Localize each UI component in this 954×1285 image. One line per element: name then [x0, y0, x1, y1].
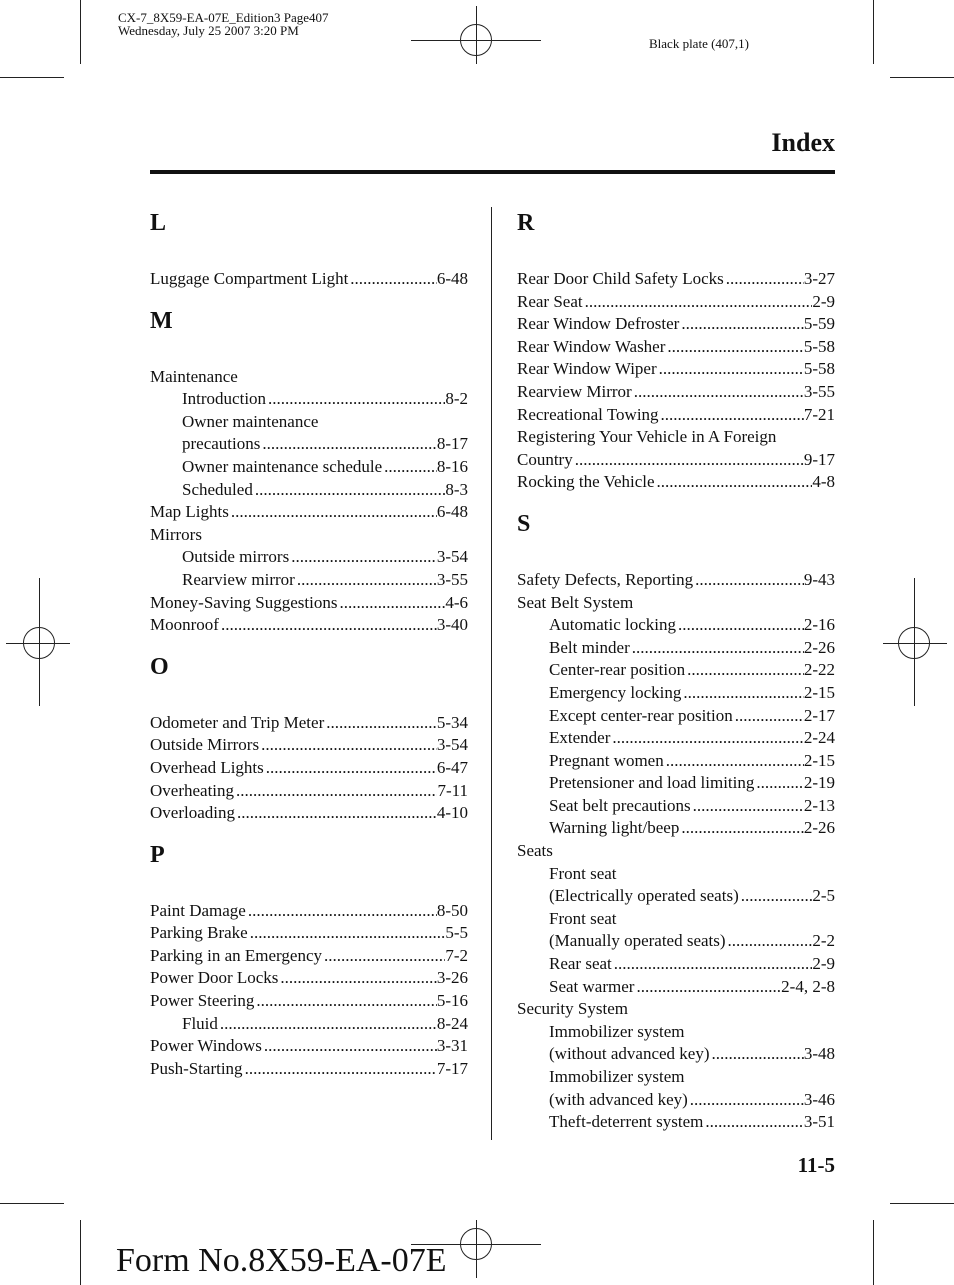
- entry-page-ref: 5-5: [445, 923, 468, 943]
- column-divider: [491, 207, 492, 1140]
- entry-text: Rear Door Child Safety Locks: [517, 269, 724, 288]
- entry-page-ref: 6-48: [436, 502, 468, 522]
- entry-text: (Electrically operated seats): [549, 886, 739, 906]
- entry-text: Moonroof: [150, 615, 219, 635]
- entry-page-ref: 2-9: [812, 954, 835, 974]
- dot-leader: [278, 967, 436, 990]
- index-entry: [150, 757, 468, 780]
- dot-leader: [688, 1089, 804, 1112]
- dot-leader: [573, 449, 804, 472]
- dot-leader: [676, 614, 804, 637]
- entry-text: Immobilizer system: [549, 1021, 685, 1041]
- index-subentry: [517, 885, 835, 908]
- entry-text: precautions: [182, 434, 261, 454]
- entry-page-ref: 8-24: [436, 1013, 468, 1033]
- index-entry: [150, 945, 468, 968]
- entry-page-ref: 5-59: [803, 314, 835, 334]
- entry-text: Rocking the Vehicle: [517, 472, 655, 492]
- entry-text: Country: [517, 449, 573, 469]
- dot-leader: [218, 1013, 437, 1036]
- entry-text: Owner maintenance schedule: [182, 456, 383, 476]
- dot-leader: [681, 682, 803, 705]
- index-entry: [150, 712, 468, 735]
- entry-page-ref: 5-16: [436, 991, 468, 1011]
- dot-leader: [679, 313, 803, 336]
- index-entry: [517, 998, 835, 1021]
- page-number: 11-5: [797, 1153, 835, 1177]
- index-subentry: [517, 705, 835, 728]
- dot-leader: [248, 922, 446, 945]
- form-number: Form No.8X59-EA-07E: [116, 1242, 447, 1279]
- entry-text: Power Door Locks: [150, 968, 279, 988]
- index-subentry: [150, 546, 468, 569]
- index-entry: [150, 922, 468, 945]
- index-entry: [150, 967, 468, 990]
- entry-text: Money-Saving Suggestions: [150, 592, 338, 612]
- slug-plate: Black plate (407,1): [649, 36, 749, 51]
- dot-leader: [262, 1035, 437, 1058]
- entry-page-ref: 5-34: [436, 712, 468, 732]
- index-entry: [517, 381, 835, 404]
- entry-page-ref: 3-54: [436, 547, 468, 567]
- dot-leader: [733, 705, 804, 728]
- entry-text: Rear Seat: [517, 291, 583, 311]
- entry-page-ref: 2-15: [803, 682, 835, 702]
- slug-timestamp: Wednesday, July 25 2007 3:20 PM: [118, 23, 299, 38]
- entry-page-ref: 8-2: [445, 389, 468, 409]
- index-entry: [517, 471, 835, 494]
- entry-text: Push-Starting: [150, 1058, 243, 1078]
- dot-leader: [693, 569, 804, 592]
- dot-leader: [234, 780, 437, 803]
- index-entry: [517, 268, 835, 291]
- entry-text: Rearview Mirror: [517, 381, 632, 401]
- entry-page-ref: 9-17: [803, 449, 835, 469]
- index-subentry: [517, 637, 835, 660]
- entry-page-ref: 2-9: [812, 291, 835, 311]
- index-subentry: [517, 727, 835, 750]
- slug-file-name: CX-7_8X59-EA-07E_Edition3 Page407: [118, 10, 329, 25]
- dot-leader: [724, 268, 804, 291]
- entry-text: Rear Window Wiper: [517, 359, 657, 379]
- index-entry: [150, 900, 468, 923]
- entry-text: Safety Defects, Reporting: [517, 569, 694, 589]
- entry-text: Immobilizer system: [549, 1067, 685, 1086]
- index-subentry: [150, 388, 468, 411]
- index-subentry: [517, 817, 835, 840]
- dot-leader: [703, 1111, 803, 1134]
- entry-text: Security System: [517, 999, 628, 1019]
- index-subentry: [150, 456, 468, 479]
- entry-page-ref: 4-10: [436, 803, 468, 823]
- entry-page-ref: 2-17: [803, 705, 835, 725]
- entry-text: Odometer and Trip Meter: [150, 712, 325, 732]
- index-subentry: [150, 479, 468, 502]
- index-entry: [517, 840, 835, 863]
- index-entry: [517, 592, 835, 615]
- entry-page-ref: 6-48: [436, 269, 468, 288]
- page-title: Index: [771, 128, 835, 157]
- index-entry: [150, 501, 468, 524]
- entry-text: Paint Damage: [150, 900, 246, 920]
- dot-leader: [322, 945, 445, 968]
- index-subentry: [517, 1043, 835, 1066]
- entry-page-ref: 2-15: [803, 750, 835, 770]
- entry-page-ref: 3-40: [436, 615, 468, 635]
- section-letter: S: [517, 510, 531, 537]
- index-subentry: [517, 682, 835, 705]
- entry-text: Seat warmer: [549, 976, 635, 996]
- entry-text: Overhead Lights: [150, 757, 264, 777]
- index-entry: [517, 449, 835, 472]
- entry-text: Front seat: [549, 908, 617, 928]
- index-entry: [150, 366, 468, 389]
- dot-leader: [243, 1058, 437, 1081]
- entry-text: Rearview mirror: [182, 569, 295, 589]
- index-subentry: [150, 411, 468, 434]
- entry-text: (with advanced key): [549, 1089, 688, 1109]
- index-subentry: [517, 1111, 835, 1134]
- dot-leader: [710, 1043, 804, 1066]
- index-subentry: [517, 863, 835, 886]
- index-subentry: [517, 795, 835, 818]
- entry-page-ref: 3-26: [436, 968, 468, 988]
- dot-leader: [612, 953, 813, 976]
- entry-text: Map Lights: [150, 502, 229, 522]
- dot-leader: [253, 479, 446, 502]
- dot-leader: [691, 795, 804, 818]
- entry-page-ref: 7-21: [803, 404, 835, 424]
- section-letter: P: [150, 841, 165, 868]
- entry-page-ref: 3-31: [436, 1036, 468, 1056]
- entry-text: Power Windows: [150, 1036, 262, 1056]
- index-subentry: [517, 976, 835, 999]
- dot-leader: [630, 637, 804, 660]
- dot-leader: [259, 734, 437, 757]
- entry-page-ref: 7-11: [437, 780, 468, 800]
- entry-text: Registering Your Vehicle in A Foreign: [517, 427, 777, 447]
- entry-text: (without advanced key): [549, 1044, 710, 1064]
- entry-page-ref: 8-16: [436, 456, 468, 476]
- dot-leader: [739, 885, 813, 908]
- index-subentry: [150, 569, 468, 592]
- index-column-left: [150, 206, 468, 1080]
- dot-leader: [679, 817, 803, 840]
- dot-leader: [260, 433, 436, 456]
- entry-text: Seat belt precautions: [549, 795, 691, 815]
- entry-text: Power Steering: [150, 991, 255, 1011]
- entry-page-ref: 5-58: [803, 336, 835, 356]
- entry-text: Scheduled: [182, 479, 253, 499]
- entry-text: Emergency locking: [549, 682, 682, 702]
- dot-leader: [337, 592, 445, 615]
- index-subentry: [517, 1066, 835, 1089]
- index-entry: [150, 592, 468, 615]
- index-subentry: [150, 1013, 468, 1036]
- entry-text: Belt minder: [549, 637, 630, 657]
- index-entry: [517, 358, 835, 381]
- entry-text: Outside mirrors: [182, 547, 290, 567]
- entry-text: Recreational Towing: [517, 404, 659, 424]
- entry-page-ref: 5-58: [803, 359, 835, 379]
- entry-text: Parking in an Emergency: [150, 945, 323, 965]
- dot-leader: [634, 976, 781, 999]
- index-entry: [517, 313, 835, 336]
- section-letter: M: [150, 307, 173, 334]
- entry-page-ref: 4-6: [445, 592, 468, 612]
- entry-text: Rear Window Defroster: [517, 314, 680, 334]
- entry-text: Introduction: [182, 389, 267, 409]
- index-subentry: [517, 908, 835, 931]
- entry-page-ref: 2-19: [803, 773, 835, 793]
- index-subentry: [517, 772, 835, 795]
- entry-page-ref: 3-51: [803, 1112, 835, 1132]
- index-subentry: [517, 930, 835, 953]
- dot-leader: [266, 388, 445, 411]
- entry-page-ref: 2-2: [812, 931, 835, 951]
- dot-leader: [655, 471, 813, 494]
- dot-leader: [610, 727, 803, 750]
- entry-text: Warning light/beep: [549, 818, 680, 838]
- index-subentry: [517, 614, 835, 637]
- entry-text: Overloading: [150, 803, 235, 823]
- index-column-right: [517, 206, 835, 1134]
- entry-text: Maintenance: [150, 366, 238, 386]
- dot-leader: [324, 712, 437, 735]
- dot-leader: [382, 456, 437, 479]
- index-subentry: [150, 433, 468, 456]
- dot-leader: [348, 268, 437, 291]
- entry-page-ref: 2-24: [803, 728, 835, 748]
- index-entry: [150, 1035, 468, 1058]
- entry-text: Except center-rear position: [549, 705, 733, 725]
- dot-leader: [685, 659, 804, 682]
- entry-page-ref: 3-27: [803, 269, 835, 288]
- entry-text: Pretensioner and load limiting: [549, 773, 755, 793]
- dot-leader: [583, 291, 813, 314]
- entry-text: Automatic locking: [549, 615, 677, 635]
- entry-text: Parking Brake: [150, 923, 248, 943]
- entry-page-ref: 2-4, 2-8: [781, 976, 835, 996]
- entry-page-ref: 7-2: [445, 945, 468, 965]
- entry-text: Owner maintenance: [182, 411, 319, 431]
- entry-text: Front seat: [549, 863, 617, 883]
- title-rule: [150, 170, 835, 174]
- index-entry: [150, 734, 468, 757]
- entry-text: Rear seat: [549, 954, 612, 974]
- entry-text: Extender: [549, 728, 611, 748]
- section-letter: L: [150, 210, 167, 236]
- entry-page-ref: 9-43: [803, 569, 835, 589]
- entry-text: Outside Mirrors: [150, 735, 260, 755]
- entry-text: Luggage Compartment Light: [150, 269, 349, 288]
- entry-text: Overheating: [150, 780, 235, 800]
- dot-leader: [295, 569, 437, 592]
- entry-page-ref: 8-3: [445, 479, 468, 499]
- entry-page-ref: 7-17: [436, 1058, 468, 1078]
- index-entry: [150, 1058, 468, 1081]
- dot-leader: [219, 614, 437, 637]
- index-subentry: [517, 953, 835, 976]
- entry-text: Seat Belt System: [517, 592, 634, 612]
- index-entry: [517, 426, 835, 449]
- entry-page-ref: 3-46: [803, 1089, 835, 1109]
- dot-leader: [254, 990, 436, 1013]
- entry-text: Rear Window Washer: [517, 336, 666, 356]
- dot-leader: [665, 336, 803, 359]
- entry-page-ref: 2-16: [803, 615, 835, 635]
- index-entry: [150, 268, 468, 291]
- entry-text: Seats: [517, 841, 553, 861]
- dot-leader: [229, 501, 437, 524]
- entry-page-ref: 8-50: [436, 900, 468, 920]
- index-subentry: [517, 1089, 835, 1112]
- dot-leader: [246, 900, 437, 923]
- entry-page-ref: 2-22: [803, 660, 835, 680]
- index-subentry: [517, 750, 835, 773]
- entry-page-ref: 2-13: [803, 795, 835, 815]
- entry-page-ref: 2-26: [803, 818, 835, 838]
- index-entry: [517, 336, 835, 359]
- dot-leader: [235, 802, 437, 825]
- dot-leader: [659, 404, 804, 427]
- entry-text: Mirrors: [150, 524, 202, 544]
- entry-page-ref: 2-26: [803, 637, 835, 657]
- dot-leader: [632, 381, 804, 404]
- index-subentry: [517, 1021, 835, 1044]
- index-entry: [150, 524, 468, 547]
- entry-page-ref: 3-54: [436, 735, 468, 755]
- entry-text: Pregnant women: [549, 750, 664, 770]
- index-entry: [517, 291, 835, 314]
- entry-page-ref: 8-17: [436, 434, 468, 454]
- entry-text: Center-rear position: [549, 660, 686, 680]
- dot-leader: [657, 358, 804, 381]
- entry-page-ref: 4-8: [812, 472, 835, 492]
- index-subentry: [517, 659, 835, 682]
- section-letter: R: [517, 210, 535, 236]
- entry-page-ref: 3-55: [436, 569, 468, 589]
- dot-leader: [664, 750, 804, 773]
- dot-leader: [264, 757, 437, 780]
- section-letter: O: [150, 653, 169, 680]
- entry-page-ref: 6-47: [436, 757, 468, 777]
- index-entry: [150, 780, 468, 803]
- entry-text: Fluid: [182, 1013, 218, 1033]
- entry-text: (Manually operated seats): [549, 931, 726, 951]
- dot-leader: [289, 546, 437, 569]
- index-entry: [150, 990, 468, 1013]
- index-entry: [517, 569, 835, 592]
- entry-page-ref: 3-55: [803, 381, 835, 401]
- entry-text: Theft-deterrent system: [549, 1112, 704, 1132]
- entry-page-ref: 3-48: [803, 1044, 835, 1064]
- index-entry: [150, 614, 468, 637]
- index-entry: [150, 802, 468, 825]
- dot-leader: [754, 772, 803, 795]
- index-entry: [517, 404, 835, 427]
- dot-leader: [726, 930, 813, 953]
- entry-page-ref: 2-5: [812, 886, 835, 906]
